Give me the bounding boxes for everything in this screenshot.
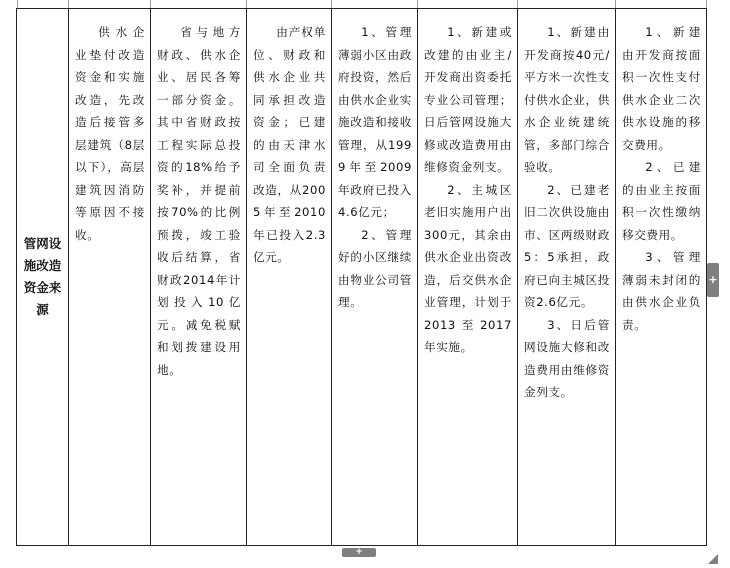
cell-paragraph: 1、新建由开发商按面积一次性支付供水企业二次供水设施的移交费用。 [622, 25, 701, 152]
cell-paragraph: 供水企业垫付改造资金和实施改造，先改造后接管多层建筑（8层以下），高层建筑因消防等原因不接收。 [75, 25, 145, 242]
cell-paragraph: 1、新建或改建的由业主/开发商出资委托专业公司管理；日后管网设施大修或改造费用由维修资金列支。 [424, 25, 512, 174]
row-header-label: 管网设施改造资金来源 [23, 236, 62, 317]
add-column-button[interactable] [707, 263, 719, 297]
add-row-button[interactable] [342, 548, 376, 557]
table-cell[interactable] [616, 9, 707, 546]
table-cell[interactable] [332, 9, 418, 546]
table-cell[interactable] [69, 9, 151, 546]
cell-paragraph: 3、管理薄弱未封闭的由供水企业负责。 [622, 250, 701, 332]
cell-paragraph: 2、管理好的小区继续由物业公司管理。 [338, 227, 412, 309]
cell-paragraph: 1、新建由开发商按40元/平方米一次性支付供水企业，供水企业统建统管，多部门综合验收。 [524, 25, 610, 174]
cell-paragraph: 3、日后管网设施大修和改造费用由维修资金列支。 [524, 317, 610, 399]
cell-paragraph: 2、已建老旧二次供设施由市、区两级财政5：5承担，政府已向主城区投资2.6亿元。 [524, 182, 610, 309]
plus-icon: + [355, 547, 363, 557]
resize-corner-icon [708, 554, 718, 564]
table-cell[interactable] [247, 9, 332, 546]
table-cell[interactable] [518, 9, 616, 546]
row-header-cell[interactable] [17, 9, 69, 546]
top-ruler-marks [0, 0, 730, 8]
cell-paragraph: 由产权单位、财政和供水企业共同承担改造资金；已建的由天津水司全面负责改造，从2005年至2010年已投入2.3亿元。 [253, 25, 326, 264]
table-resize-handle[interactable] [708, 549, 718, 559]
cell-paragraph: 2、主城区老旧实施用户出300元，其余由供水企业出资改造，后交供水企业管理，计划于2013至2017年实施。 [424, 182, 512, 354]
table-cell[interactable] [418, 9, 518, 546]
funding-source-table [16, 8, 707, 546]
plus-icon: + [708, 273, 718, 286]
cell-paragraph: 2、已建的由业主按面积一次性缴纳移交费用。 [622, 160, 701, 242]
cell-paragraph: 1、管理薄弱小区由政府投资，然后由供水企业实施改造和接收管理，从1999年至2009年政府已投入4.6亿元； [338, 25, 412, 219]
cell-paragraph: 省与地方财政、供水企业、居民各筹一部分资金。其中省财政按工程实际总投资的18%给予奖补，并提前按70%的比例预拨，竣工验收后结算，省财政2014年计划投入10亿元。减免税赋和划拨建设用地。 [157, 25, 241, 377]
table-cell[interactable] [151, 9, 247, 546]
table-row [17, 9, 707, 546]
